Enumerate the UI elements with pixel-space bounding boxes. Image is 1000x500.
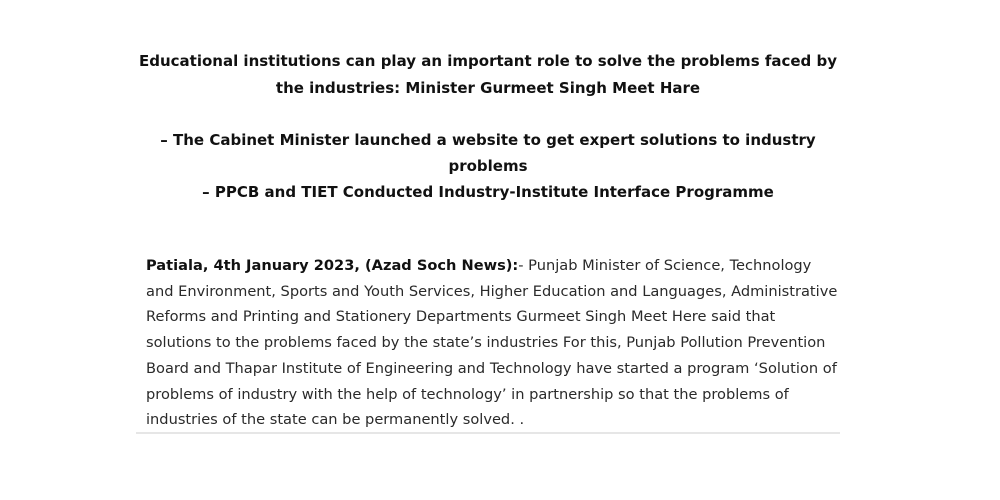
article-body-text: - Punjab Minister of Science, Technology and Environment, Sports and Youth Services, Higher Education and Languages, Administrative Reforms and Printing and Stationery Departments Gurmeet Singh Meet Here said that solutions to the problems faced by the state’s industries For this, Punjab Pollution Prevention Board and Thapar Institute of Engineering and Technology have started a program ‘Solution of problems of industry with the help of technology’ in partnership so that the problems of industries of the state can be permanently solved. . xyxy=(146,257,838,429)
article-container xyxy=(136,0,840,434)
article-headline: Educational institutions can play an important role to solve the problems faced by the industries: Minister Gurmeet Singh Meet Hare xyxy=(138,52,838,97)
article-body-paragraph xyxy=(146,253,840,433)
subheadline-interface-programme: – PPCB and TIET Conducted Industry-Institute Interface Programme xyxy=(202,183,774,201)
subheadline-website-launch: – The Cabinet Minister launched a website to get expert solutions to industry problems xyxy=(160,131,816,175)
article-dateline: Patiala, 4th January 2023, (Azad Soch News): xyxy=(146,257,519,274)
